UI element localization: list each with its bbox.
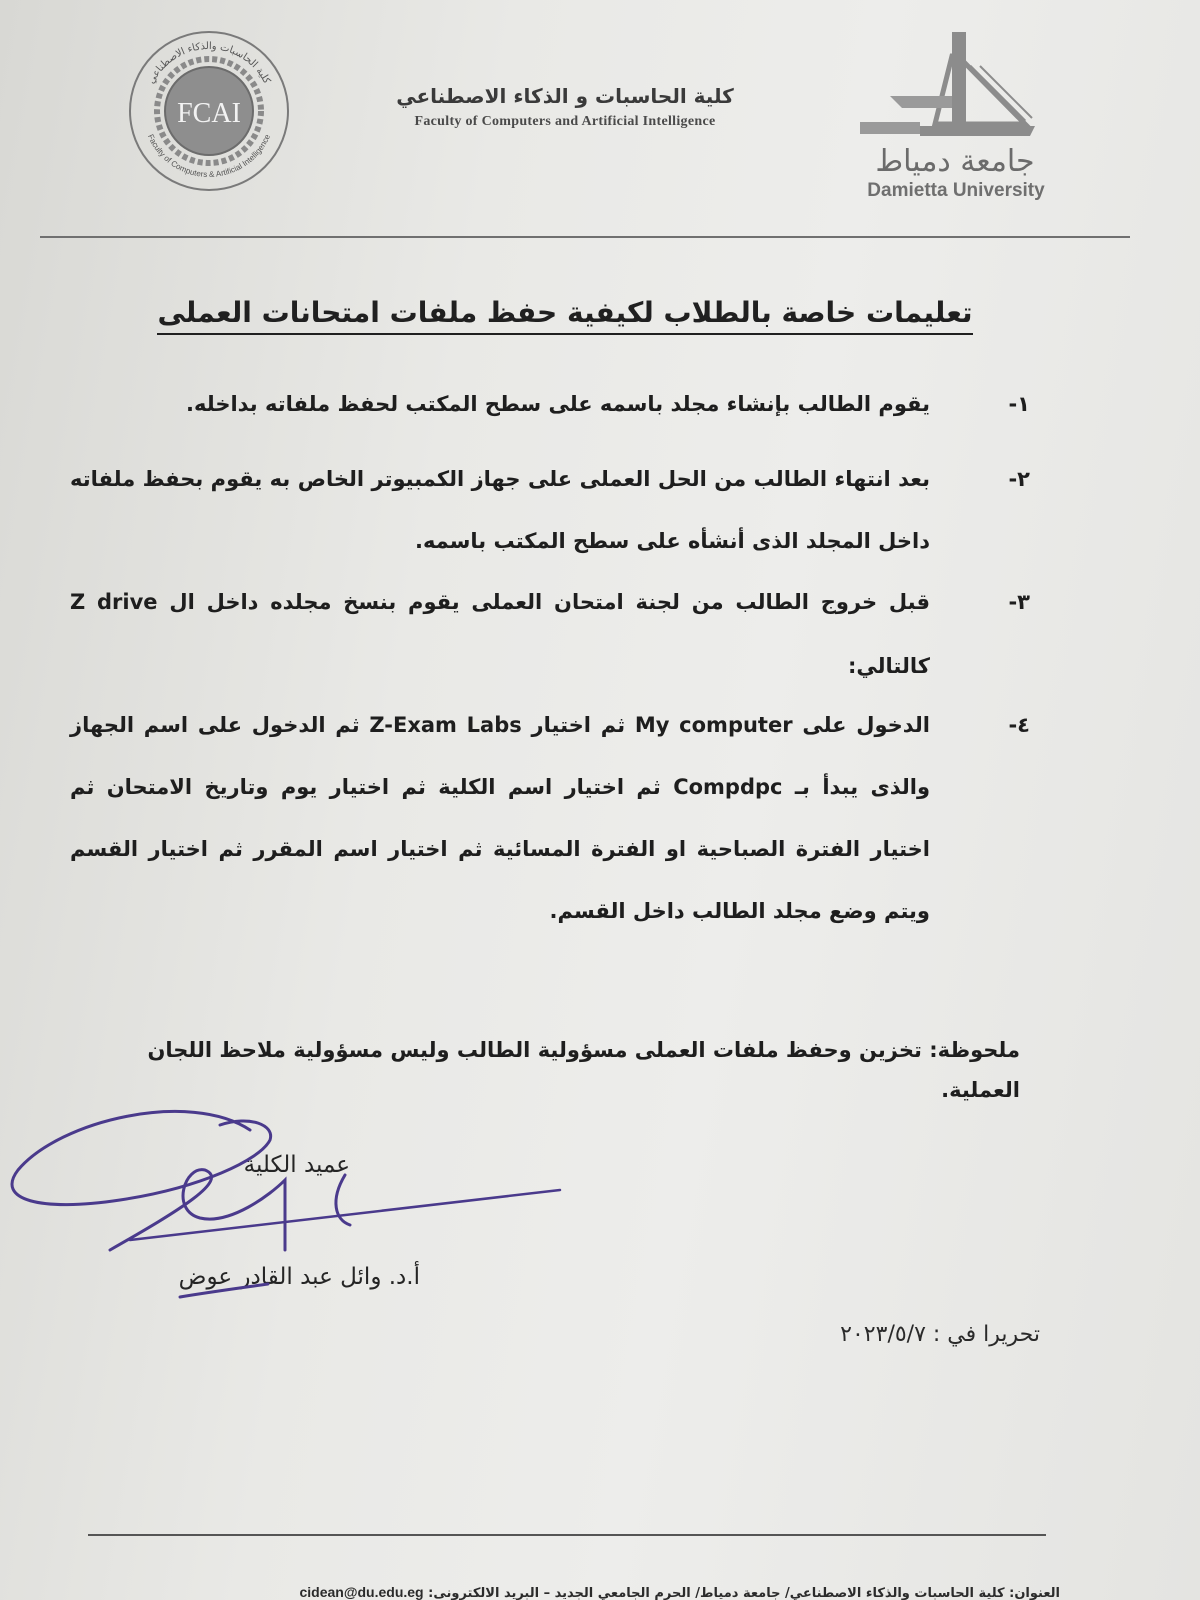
instruction-item-3	[70, 570, 1030, 698]
instruction-number: ٤-	[1008, 713, 1030, 737]
footer-email: cidean@du.edu.eg	[299, 1584, 424, 1600]
instruction-item-2	[70, 448, 1030, 572]
faculty-name-block	[360, 84, 770, 130]
instruction-number: ١-	[1008, 392, 1030, 416]
fcai-seal-logo	[128, 30, 290, 192]
university-logo-icon	[860, 26, 1060, 146]
dean-name: أ.د. وائل عبد القادر عوض	[178, 1264, 420, 1290]
seal-ring-en: Faculty of Computers & Artificial Intelligence	[145, 132, 273, 180]
instruction-text: الدخول على My computer ثم اختيار Z-Exam Labs ثم الدخول على اسم الجهاز والذى يبدأ بـ Compdpc ثم اختيار اسم الكلية ثم اختيار يوم وتاريخ الامتحان ثم اختيار الفترة الصباحية او الفترة المسائية ثم اختيار اسم المقرر ثم اختيار القسم ويتم وضع مجلد الطالب داخل القسم.	[70, 713, 931, 923]
handwritten-signature-icon	[0, 1100, 600, 1340]
footer-address-text: العنوان: كلية الحاسبات والذكاء الاصطناعي/ جامعة دمياط/ الحرم الجامعي الجديد – البريد الالكترونى:	[428, 1586, 1060, 1600]
instruction-text: يقوم الطالب بإنشاء مجلد باسمه على سطح المكتب لحفظ ملفاته بداخله.	[186, 392, 930, 416]
document-title	[150, 296, 980, 329]
instruction-number: ٢-	[1008, 467, 1030, 491]
footer-address	[60, 1584, 1060, 1600]
instruction-number: ٣-	[1008, 590, 1030, 614]
faculty-name-ar: كلية الحاسبات و الذكاء الاصطناعي	[396, 84, 734, 108]
faculty-name-en: Faculty of Computers and Artificial Intelligence	[414, 114, 716, 129]
dean-title: عميد الكلية	[243, 1152, 350, 1178]
footer-divider	[88, 1534, 1046, 1536]
document-title-text: تعليمات خاصة بالطلاب لكيفية حفظ ملفات امتحانات العملى	[157, 296, 972, 335]
seal-ring-ar: كلية الحاسبات والذكاء الاصطناعي	[145, 40, 273, 86]
header-divider	[40, 236, 1130, 238]
instruction-text: بعد انتهاء الطالب من الحل العملى على جهاز الكمبيوتر الخاص به يقوم بحفظ ملفاته داخل المجلد الذى أنشأه على سطح المكتب باسمه.	[70, 467, 930, 553]
issue-date: تحريرا في : ٢٠٢٣/٥/٧	[840, 1322, 1040, 1347]
university-name-en: Damietta University	[867, 180, 1045, 201]
university-name-ar: جامعة دمياط	[875, 144, 1035, 179]
seal-text: FCAI	[177, 98, 241, 129]
note-text: ملحوظة: تخزين وحفظ ملفات العملى مسؤولية الطالب وليس مسؤولية ملاحظ اللجان العملية.	[147, 1038, 1020, 1102]
instruction-text: قبل خروج الطالب من لجنة امتحان العملى يقوم بنسخ مجلده داخل ال Z drive كالتالي:	[70, 590, 930, 678]
instruction-item-4	[70, 694, 1030, 942]
instruction-item-1	[70, 384, 1030, 424]
university-logo-block	[860, 26, 1060, 216]
